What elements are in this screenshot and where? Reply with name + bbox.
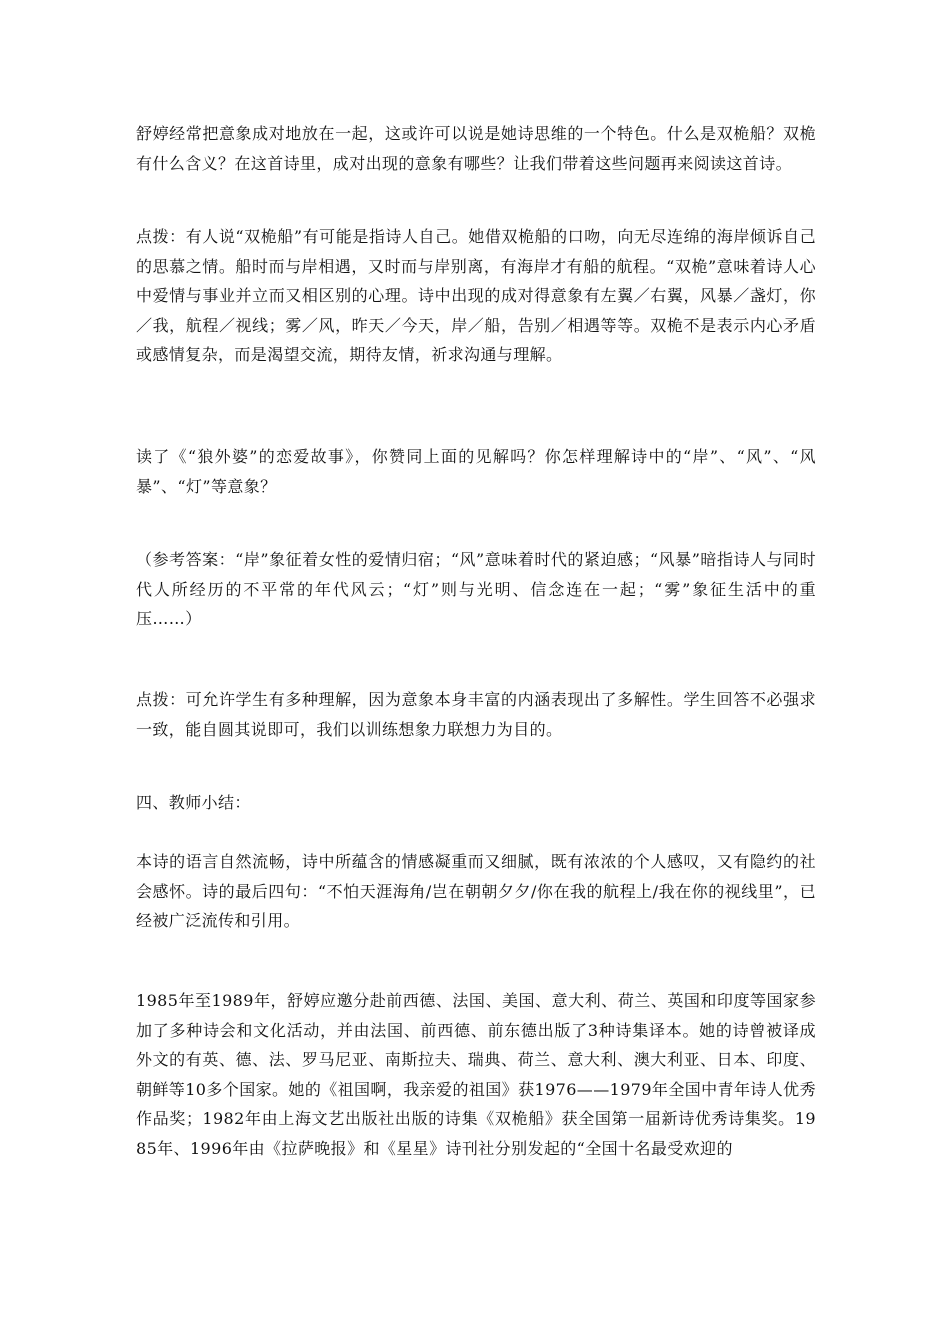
hint-paragraph-1: 点拨：有人说“双桅船”有可能是指诗人自己。她借双桅船的口吻，向无尽连绵的海岸倾诉自己的思慕之情。船时而与岸相遇，又时而与岸别离，有海岸才有船的航程。“双桅”意味着诗人心中爱情与事业并立而又相区别的心理。诗中出现的成对得意象有左翼／右翼，风暴／盏灯，你／我，航程／视线；雾／风，昨天／今天，岸／船，告别／相遇等等。双桅不是表示内心矛盾或感情复杂，而是渴望交流，期待友情，祈求沟通与理解。 (136, 227, 816, 364)
reference-answer-paragraph: （参考答案：“岸”象征着女性的爱情归宿；“风”意味着时代的紧迫感；“风暴”暗指诗人与同时代人所经历的不平常的年代风云；“灯”则与光明、信念连在一起；“雾”象征生活中的重压……） (136, 550, 816, 628)
summary-paragraph: 本诗的语言自然流畅，诗中所蕴含的情感凝重而又细腻，既有浓浓的个人感叹，又有隐约的社会感怀。诗的最后四句：“不怕天涯海角/岂在朝朝夕夕/你在我的航程上/我在你的视线里”，已经被广泛流传和引用。 (136, 852, 816, 930)
intro-question-paragraph: 舒婷经常把意象成对地放在一起，这或许可以说是她诗思维的一个特色。什么是双桅船？双桅有什么含义？在这首诗里，成对出现的意象有哪些？让我们带着这些问题再来阅读这首诗。 (136, 124, 816, 173)
reading-question-paragraph: 读了《“狼外婆”的恋爱故事》，你赞同上面的见解吗？你怎样理解诗中的“岸”、“风”、“风暴”、“灯”等意象？ (136, 447, 816, 496)
section-heading: 四、教师小结： (136, 793, 251, 812)
hint-paragraph-2: 点拨：可允许学生有多种理解，因为意象本身丰富的内涵表现出了多解性。学生回答不必强求一致，能自圆其说即可，我们以训练想象力联想力为目的。 (136, 690, 816, 739)
biography-paragraph: 1985年至1989年，舒婷应邀分赴前西德、法国、美国、意大利、荷兰、英国和印度等国家参加了多种诗会和文化活动，并由法国、前西德、前东德出版了3种诗集译本。她的诗曾被译成外文的有英、德、法、罗马尼亚、南斯拉夫、瑞典、荷兰、意大利、澳大利亚、日本、印度、朝鲜等10多个国家。她的《祖国啊，我亲爱的祖国》获1976——1979年全国中青年诗人优秀作品奖；1982年由上海文艺出版社出版的诗集《双桅船》获全国第一届新诗优秀诗集奖。1985年、1996年由《拉萨晚报》和《星星》诗刊社分别发起的“全国十名最受欢迎的 (136, 991, 816, 1158)
